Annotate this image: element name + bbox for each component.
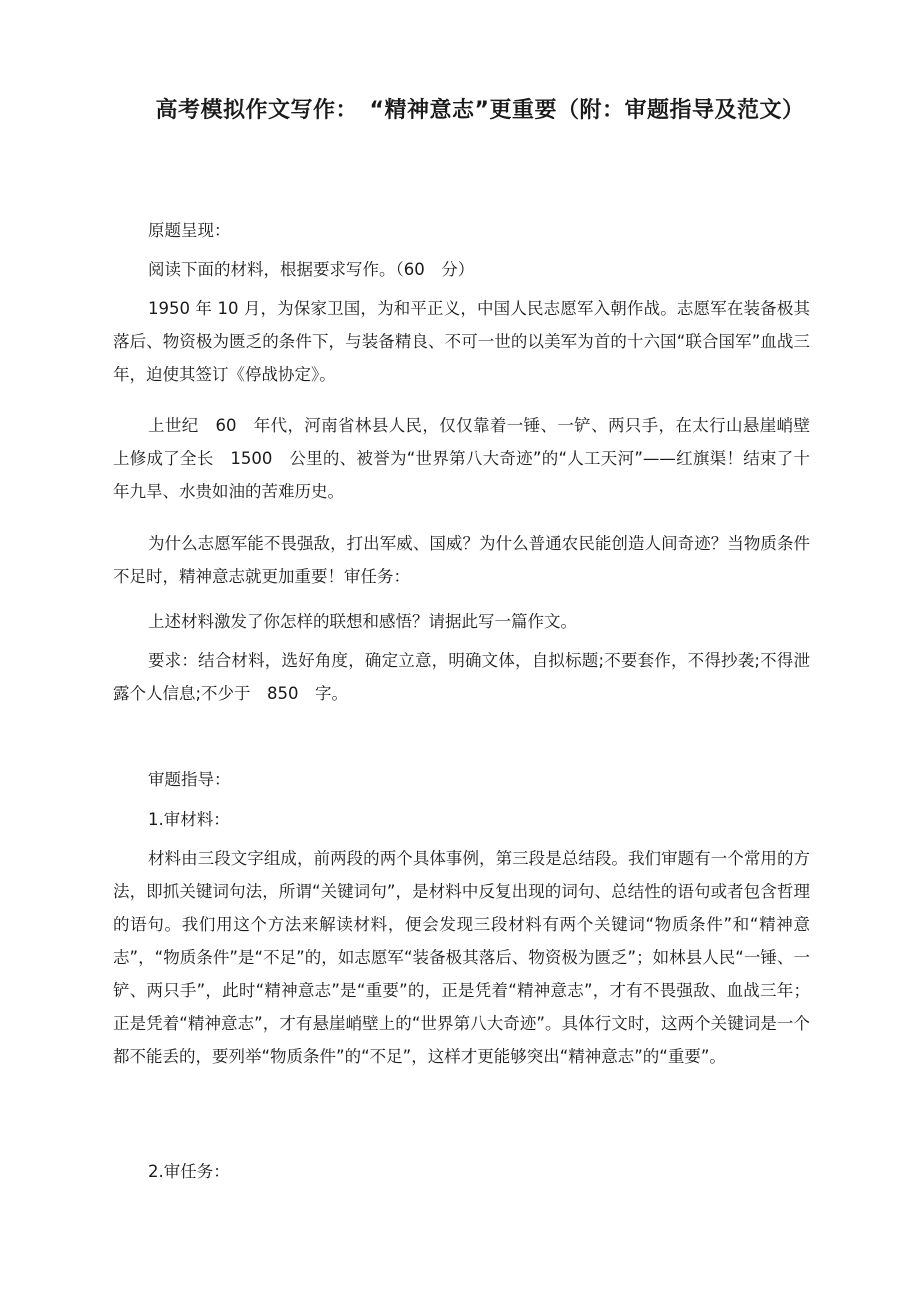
instruction-paragraph: 阅读下面的材料，根据要求写作。（60 分） (148, 260, 475, 279)
task-paragraph: 上述材料激发了你怎样的联想和感悟？请据此写一篇作文。 (148, 612, 577, 631)
guide-1-paragraph: 材料由三段文字组成，前两段的两个具体事例，第三段是总结段。我们审题有一个常用的方法，即抓关键词句法，所谓“关键词句”，是材料中反复出现的词句、总结性的语句或者包含哲理的语句。我们用这个方法来解读材料，便会发现三段材料有两个关键词“物质条件”和“精神意志”，“物质条件”是“不足”的，如志愿军“装备极其落后、物资极为匮乏”；如林县人民“一锤、一铲、两只手”，此时“精神意志”是“重要”的，正是凭着“精神意志”，才有不畏强敌、血战三年；正是凭着“精神意志”，才有悬崖峭壁上的“世界第八大奇迹”。具体行文时，这两个关键词是一个都不能丢的，要列举“物质条件”的“不足”，这样才更能够突出“精神意志”的“重要”。 (113, 849, 810, 1066)
material-paragraph-1: 1950 年 10 月，为保家卫国，为和平正义，中国人民志愿军入朝作战。志愿军在装备极其落后、物资极为匮乏的条件下，与装备精良、不可一世的以美军为首的十六国“联合国军”血战三年，迫使其签订《停战协定》。 (113, 299, 810, 384)
guide-1-label: 1.审材料： (148, 810, 230, 829)
guide-2-label: 2.审任务： (148, 1162, 230, 1181)
guide-label: 审题指导： (148, 770, 231, 789)
material-paragraph-3: 为什么志愿军能不畏强敌，打出军威、国威？为什么普通农民能创造人间奇迹？当物质条件不足时，精神意志就更加重要！审任务： (113, 534, 810, 586)
requirements-paragraph: 要求：结合材料，选好角度，确定立意，明确文体，自拟标题;不要套作，不得抄袭;不得泄露个人信息;不少于 850 字。 (113, 651, 810, 703)
material-paragraph-2: 上世纪 60 年代，河南省林县人民，仅仅靠着一锤、一铲、两只手，在太行山悬崖峭壁上修成了全长 1500 公里的、被誉为“世界第八大奇迹”的“人工天河”——红旗渠！结束了十年九旱、水贵如油的苦难历史。 (113, 416, 810, 501)
prompt-label: 原题呈现： (148, 221, 231, 240)
document-title: 高考模拟作文写作： “精神意志”更重要（附：审题指导及范文） (155, 98, 805, 123)
